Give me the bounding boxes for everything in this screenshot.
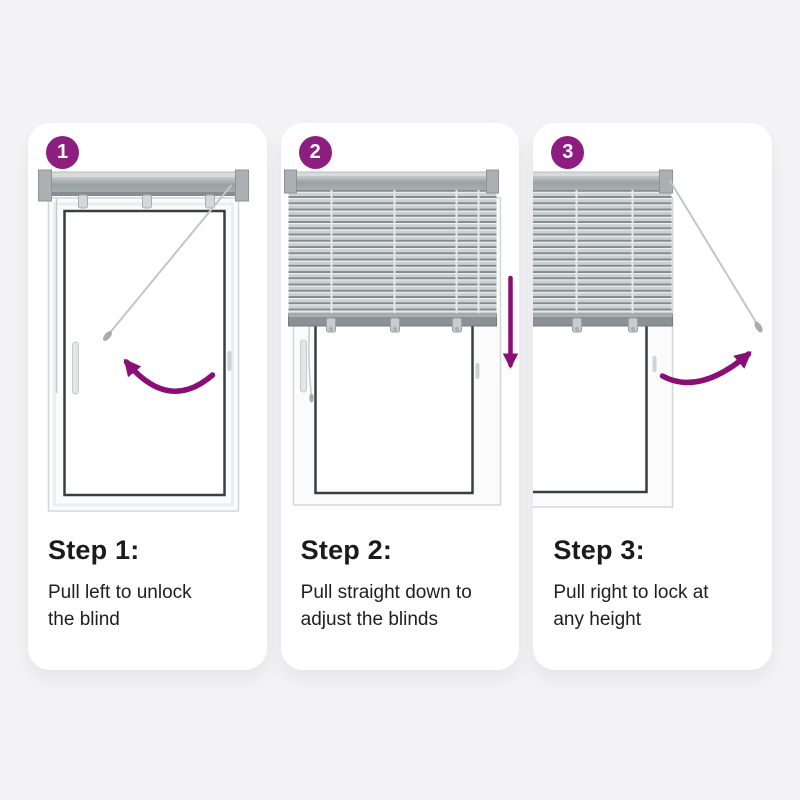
blind-slats [288, 189, 496, 314]
step-3-description-line1: Pull right to lock at [553, 582, 709, 603]
window-handle-left [73, 342, 79, 394]
step-2-text [301, 535, 508, 633]
step-2-number-badge: 2 [299, 136, 332, 169]
cord-tassel [309, 394, 313, 403]
window-hinge-right [475, 363, 479, 379]
step-1-heading: Step 1: [48, 535, 140, 565]
step-1-number-badge: 1 [46, 136, 79, 169]
step-2-description-line1: Pull straight down to [300, 582, 472, 603]
curved-arrow-right-icon [663, 354, 749, 382]
step-card-2 [281, 123, 520, 670]
cord-tassel [753, 320, 764, 333]
blind-half-lowered-cord-right-illustration [533, 123, 772, 523]
window-hinge-right [653, 356, 657, 372]
step-3-number-badge: 3 [551, 136, 584, 169]
window-pane [65, 211, 225, 495]
step-1-description [48, 579, 255, 633]
blind-raised-illustration [28, 123, 267, 523]
instruction-steps-row [28, 123, 772, 670]
window-handle-left [300, 340, 306, 392]
step-1-description-line1: Pull left to unlock [48, 582, 192, 603]
step-card-1 [28, 123, 267, 670]
step-3-text [553, 535, 760, 633]
step-1-text [48, 535, 255, 633]
blind-slats [533, 189, 672, 314]
step-2-description [301, 579, 508, 633]
blind-headrail [533, 170, 673, 193]
window-hinge-right [228, 351, 232, 371]
pull-cord [670, 180, 757, 323]
step-3-description [553, 579, 760, 633]
step-3-heading: Step 3: [553, 535, 645, 565]
blind-half-lowered-illustration [281, 123, 520, 523]
step-card-3 [533, 123, 772, 670]
blind-headrail [284, 170, 498, 193]
step-2-description-line2: adjust the blinds [300, 609, 438, 630]
step-2-heading: Step 2: [300, 535, 393, 565]
step-3-description-line2: any height [553, 609, 642, 630]
step-1-description-line2: the blind [48, 609, 120, 630]
